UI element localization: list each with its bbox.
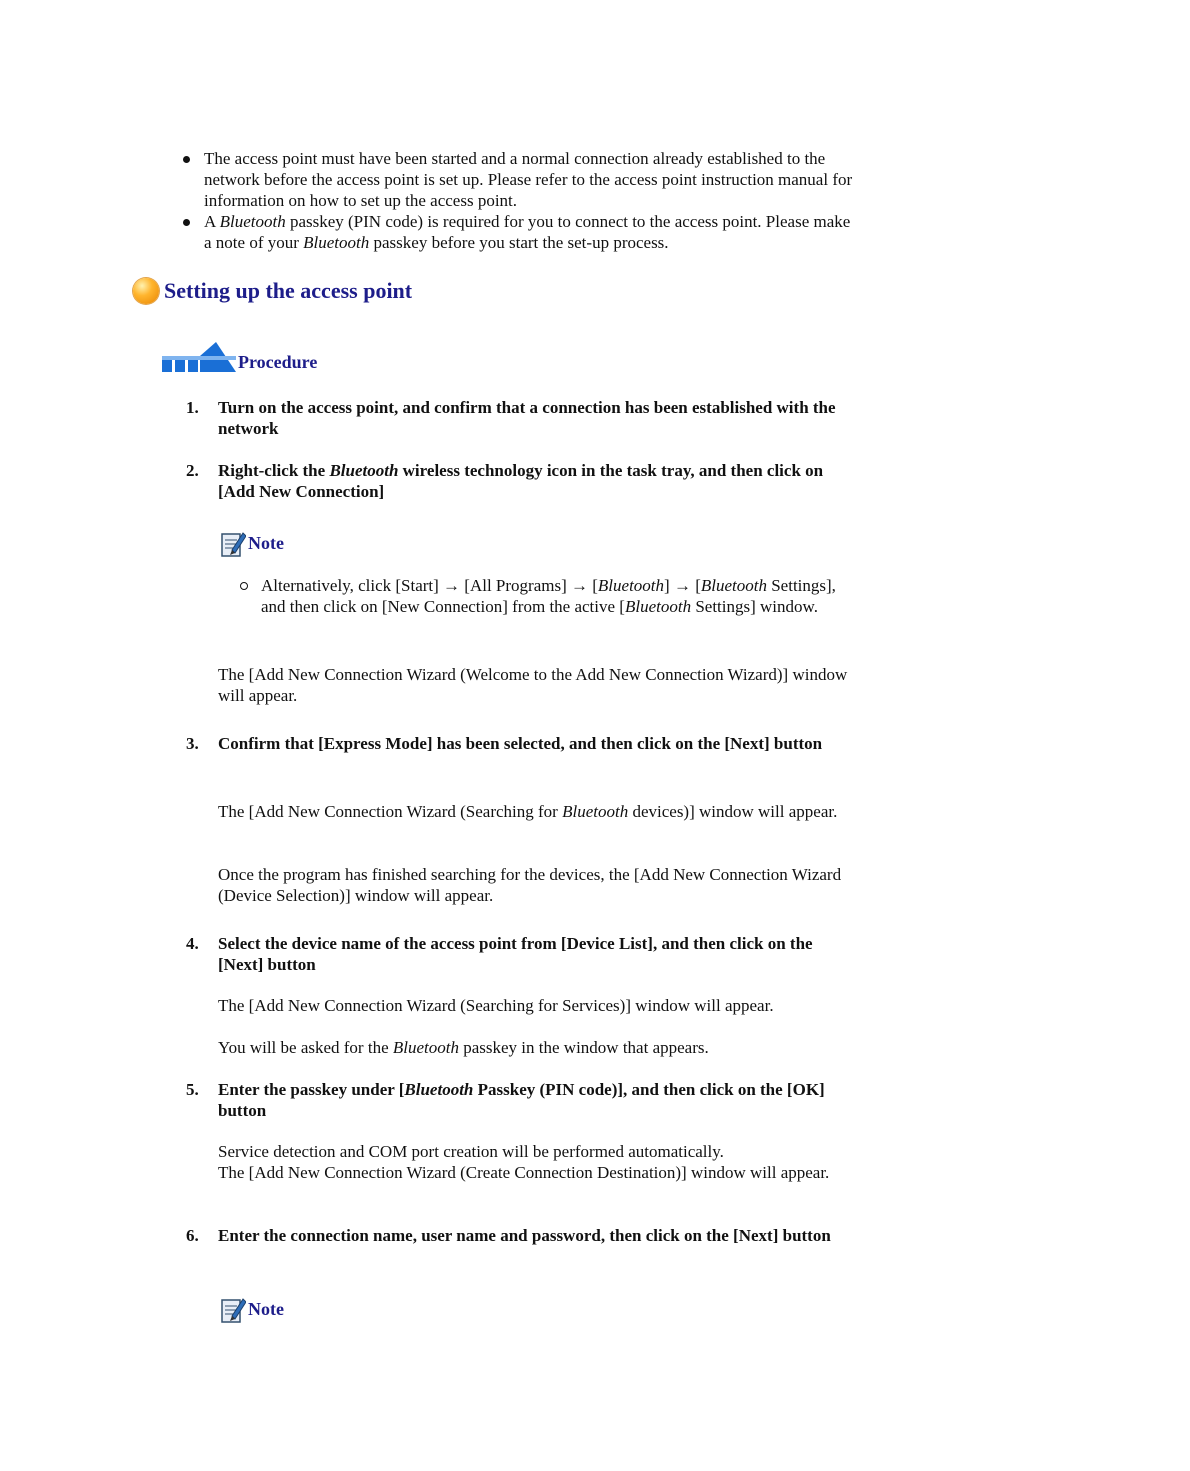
step-2-result: The [Add New Connection Wizard (Welcome to the Add New Connection Wizard)] window will appear. [218,665,848,705]
prerequisite-list [180,148,860,253]
step-4-result-2: You will be asked for the Bluetooth passkey in the window that appears. [218,1038,709,1057]
orange-orb-icon [133,278,159,304]
note-pad-icon [218,1294,246,1324]
step-2: 2. Right-click the Bluetooth wireless technology icon in the task tray, and then click on [Add New Connection] [186,461,824,501]
procedure-heading [160,340,317,374]
step-3: 3. Confirm that [Express Mode] has been selected, and then click on the [Next] button [186,734,823,753]
section-heading [133,278,412,304]
list-item: The access point must have been started and a normal connection already established to the network before the access point is set up. Please refer to the access point instruction manual for information on how to set up the access point. [180,148,860,211]
note-pad-icon [218,528,246,558]
step-3-result-1: The [Add New Connection Wizard (Searching for Bluetooth devices)] window will appear. [218,802,838,821]
procedure-arrow-icon [160,340,236,374]
step-4-result-1: The [Add New Connection Wizard (Searching for Services)] window will appear. [218,996,774,1015]
step-3-result-2: Once the program has finished searching for the devices, the [Add New Connection Wizard (Device Selection)] window will appear. [218,865,842,905]
section-title: Setting up the access point [164,278,413,303]
step-5: 5. Enter the passkey under [Bluetooth Passkey (PIN code)], and then click on the [OK] button [186,1080,825,1120]
step-6: 6. Enter the connection name, user name and password, then click on the [Next] button [186,1226,831,1245]
step-5-result: Service detection and COM port creation will be performed automatically. The [Add New Connection Wizard (Create Connection Destination)] window will appear. [218,1142,830,1182]
step-4: 4. Select the device name of the access point from [Device List], and then click on the [Next] button [186,934,813,974]
note-heading: Note [218,1294,284,1324]
note-heading: Note [218,528,284,558]
procedure-label: Procedure [238,352,318,372]
note-item: Alternatively, click [Start] → [All Programs] → [Bluetooth] → [Bluetooth Settings], and then click on [New Connection] from the active [Bluetooth Settings] window. [238,575,838,617]
list-item: A Bluetooth passkey (PIN code) is required for you to connect to the access point. Please make a note of your Bluetooth passkey before you start the set-up process. [180,211,860,253]
step-1: 1. Turn on the access point, and confirm that a connection has been established with the network [186,398,836,438]
